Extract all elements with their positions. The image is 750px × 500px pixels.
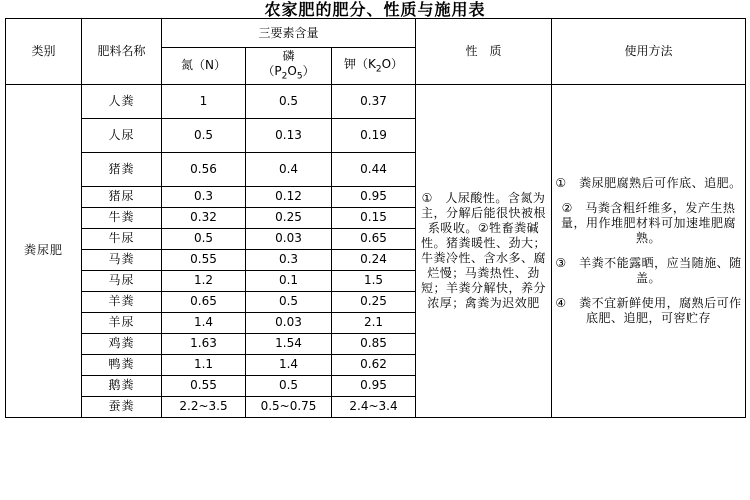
value-p: 0.1 xyxy=(246,270,332,291)
value-n: 0.65 xyxy=(162,291,246,312)
value-k: 0.95 xyxy=(332,186,416,207)
value-k: 0.25 xyxy=(332,291,416,312)
value-p: 0.25 xyxy=(246,207,332,228)
fertilizer-name: 猪粪 xyxy=(82,152,162,186)
value-n: 0.55 xyxy=(162,375,246,396)
value-n: 0.5 xyxy=(162,118,246,152)
fertilizer-name: 人粪 xyxy=(82,84,162,118)
value-n: 2.2~3.5 xyxy=(162,396,246,417)
value-n: 0.3 xyxy=(162,186,246,207)
value-k: 0.24 xyxy=(332,249,416,270)
page-title: 农家肥的肥分、性质与施用表 xyxy=(264,0,486,19)
header-name: 肥料名称 xyxy=(82,19,162,85)
value-k: 2.4~3.4 xyxy=(332,396,416,417)
category-cell: 粪尿肥 xyxy=(6,84,82,417)
value-n: 0.55 xyxy=(162,249,246,270)
value-n: 1 xyxy=(162,84,246,118)
fertilizer-name: 羊粪 xyxy=(82,291,162,312)
header-usage: 使用方法 xyxy=(552,19,746,85)
fertilizer-name: 人尿 xyxy=(82,118,162,152)
value-k: 0.15 xyxy=(332,207,416,228)
value-p: 0.5 xyxy=(246,84,332,118)
usage-item-3: ③ 羊粪不能露晒，应当随施、随盖。 xyxy=(555,255,742,285)
value-k: 0.37 xyxy=(332,84,416,118)
fertilizer-name: 鸡粪 xyxy=(82,333,162,354)
header-potassium: 钾$(K_2O)$ xyxy=(332,48,416,85)
value-n: 1.2 xyxy=(162,270,246,291)
header-property: 性 质 xyxy=(416,19,552,85)
value-k: 0.95 xyxy=(332,375,416,396)
fertilizer-name: 马尿 xyxy=(82,270,162,291)
fertilizer-name: 马粪 xyxy=(82,249,162,270)
fertilizer-name: 牛粪 xyxy=(82,207,162,228)
header-phosphorus xyxy=(246,48,332,85)
value-p: 0.5~0.75 xyxy=(246,396,332,417)
table-row xyxy=(6,84,746,118)
usage-cell xyxy=(552,84,746,417)
header-phosphorus-main: 磷 xyxy=(282,49,295,63)
value-p: 0.3 xyxy=(246,249,332,270)
value-p: 1.4 xyxy=(246,354,332,375)
fertilizer-name: 鹅粪 xyxy=(82,375,162,396)
value-n: 1.4 xyxy=(162,312,246,333)
fertilizer-name: 羊尿 xyxy=(82,312,162,333)
value-n: 1.63 xyxy=(162,333,246,354)
header-nitrogen: 氮（N） xyxy=(162,48,246,85)
value-p: 0.4 xyxy=(246,152,332,186)
value-k: 1.5 xyxy=(332,270,416,291)
value-p: 0.5 xyxy=(246,375,332,396)
value-k: 0.62 xyxy=(332,354,416,375)
value-k: 0.85 xyxy=(332,333,416,354)
header-category: 类别 xyxy=(6,19,82,85)
usage-item-1: ① 粪尿肥腐熟后可作底、追肥。 xyxy=(555,175,742,190)
value-n: 1.1 xyxy=(162,354,246,375)
value-n: 0.5 xyxy=(162,228,246,249)
value-p: 0.5 xyxy=(246,291,332,312)
value-p: 1.54 xyxy=(246,333,332,354)
fertilizer-table xyxy=(5,18,746,418)
property-cell: ① 人尿酸性。含氮为主，分解后能很快被根系吸收。②牲畜粪碱性。猪粪暖性、劲大；牛粪冷性、含水多、腐烂慢；马粪热性、劲短；羊粪分解快，养分浓厚；禽粪为迟效肥 xyxy=(416,84,552,417)
fertilizer-name: 猪尿 xyxy=(82,186,162,207)
usage-item-4: ④ 粪不宜新鲜使用，腐熟后可作底肥、追肥，可窖贮存 xyxy=(555,295,742,325)
value-p: 0.03 xyxy=(246,228,332,249)
value-k: 0.44 xyxy=(332,152,416,186)
value-n: 0.32 xyxy=(162,207,246,228)
usage-item-2: ② 马粪含粗纤维多，发产生热量，用作堆肥材料可加速堆肥腐熟。 xyxy=(560,200,736,245)
value-k: 0.65 xyxy=(332,228,416,249)
header-three-elements: 三要素含量 xyxy=(162,19,416,48)
value-p: 0.12 xyxy=(246,186,332,207)
value-k: 2.1 xyxy=(332,312,416,333)
header-phosphorus-formula: $(P_2O_5)$ xyxy=(262,64,315,82)
value-k: 0.19 xyxy=(332,118,416,152)
value-p: 0.03 xyxy=(246,312,332,333)
table-header-row-1 xyxy=(6,19,746,48)
value-p: 0.13 xyxy=(246,118,332,152)
fertilizer-name: 鸭粪 xyxy=(82,354,162,375)
fertilizer-name: 蚕粪 xyxy=(82,396,162,417)
value-n: 0.56 xyxy=(162,152,246,186)
fertilizer-name: 牛尿 xyxy=(82,228,162,249)
